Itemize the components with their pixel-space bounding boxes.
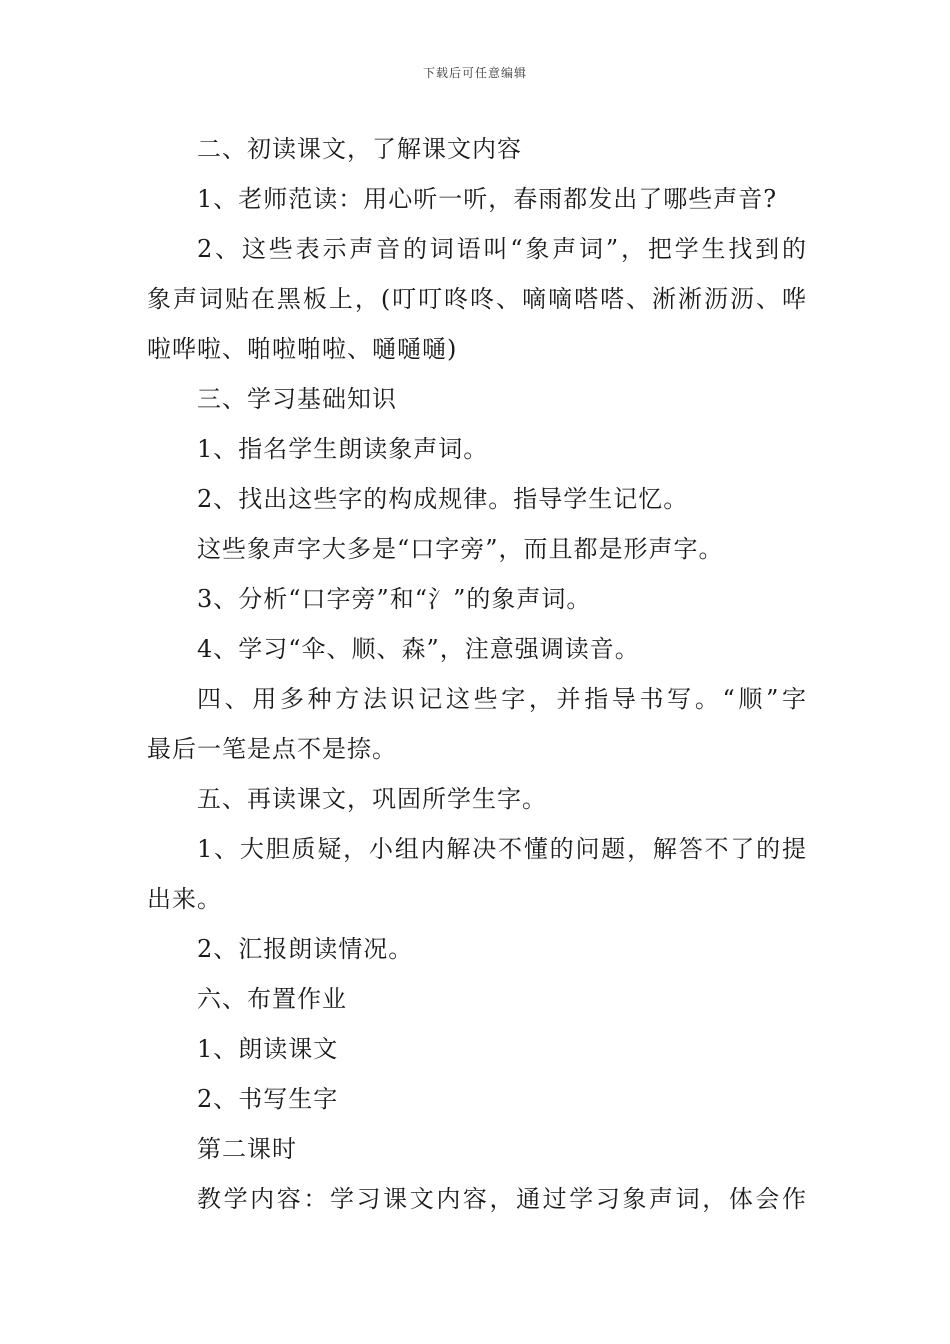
paragraph: 教学内容：学习课文内容，通过学习象声词，体会作 [197, 1185, 807, 1213]
paragraph-continued: 出来。 [147, 885, 222, 913]
paragraph: 2、汇报朗读情况。 [197, 935, 414, 963]
paragraph-continued: 啦哗啦、啪啦啪啦、嗵嗵嗵) [147, 335, 458, 363]
section-heading: 三、学习基础知识 [197, 385, 397, 413]
paragraph: 2、这些表示声音的词语叫“象声词”，把学生找到的 [197, 235, 807, 263]
paragraph: 这些象声字大多是“口字旁”，而且都是形声字。 [197, 535, 724, 563]
paragraph: 4、学习“伞、顺、森”，注意强调读音。 [197, 635, 640, 663]
paragraph: 2、书写生字 [197, 1085, 339, 1113]
paragraph: 2、找出这些字的构成规律。指导学生记忆。 [197, 485, 689, 513]
section-heading: 五、再读课文，巩固所学生字。 [197, 785, 547, 813]
paragraph: 1、大胆质疑，小组内解决不懂的问题，解答不了的提 [197, 835, 807, 863]
page-header: 下载后可任意编辑 [422, 66, 527, 80]
paragraph: 1、朗读课文 [197, 1035, 339, 1063]
section-heading: 四、用多种方法识记这些字，并指导书写。“顺”字 [197, 685, 807, 713]
paragraph: 3、分析“口字旁”和“氵”的象声词。 [197, 585, 592, 613]
section-heading: 二、初读课文，了解课文内容 [197, 135, 522, 163]
document-body [147, 124, 807, 1224]
lesson-heading: 第二课时 [197, 1135, 297, 1163]
section-heading: 六、布置作业 [197, 985, 347, 1013]
paragraph-continued: 最后一笔是点不是捺。 [147, 735, 397, 763]
paragraph: 1、指名学生朗读象声词。 [197, 435, 489, 463]
paragraph-continued: 象声词贴在黑板上，(叮叮咚咚、嘀嘀嗒嗒、淅淅沥沥、哗 [147, 285, 807, 313]
paragraph: 1、老师范读：用心听一听，春雨都发出了哪些声音? [197, 185, 778, 213]
